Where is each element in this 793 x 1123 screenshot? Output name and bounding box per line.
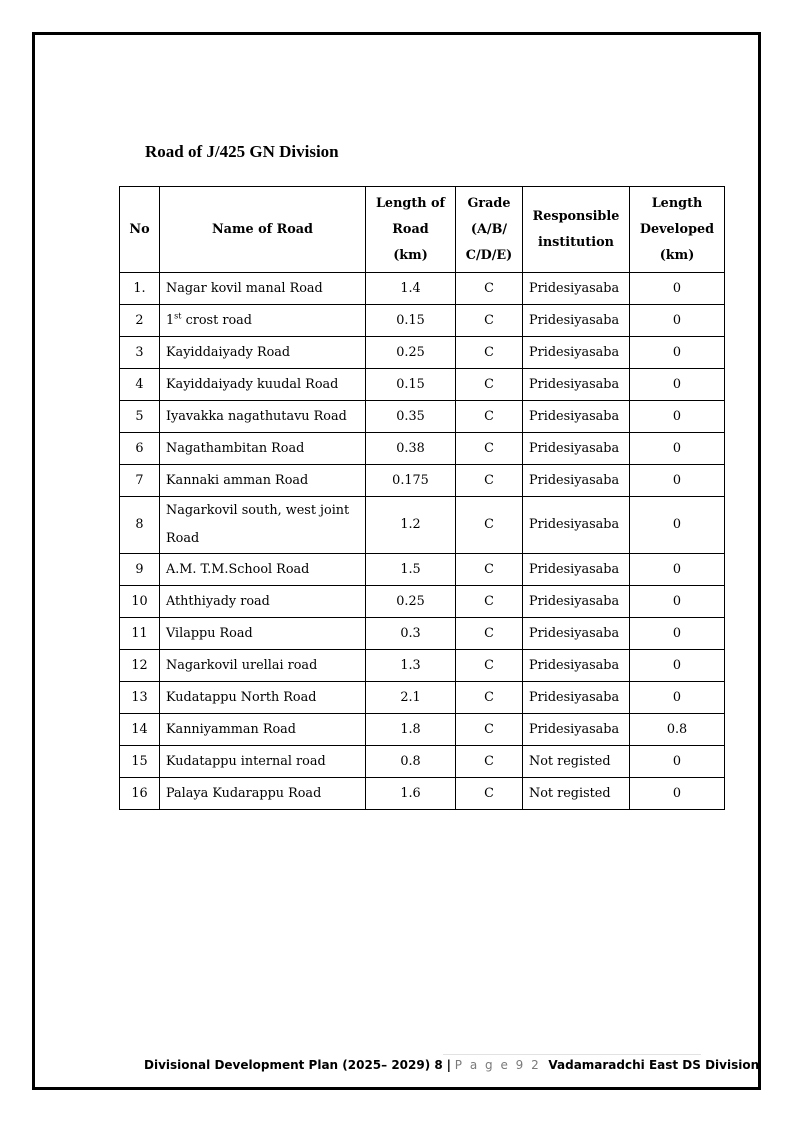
cell-no: 9 <box>120 554 160 586</box>
cell-institution: Pridesiyasaba <box>523 337 630 369</box>
cell-grade: C <box>456 586 523 618</box>
cell-length: 0.35 <box>366 401 456 433</box>
cell-no: 6 <box>120 433 160 465</box>
cell-institution: Pridesiyasaba <box>523 433 630 465</box>
cell-grade: C <box>456 618 523 650</box>
header-no: No <box>120 187 160 273</box>
cell-developed: 0 <box>630 273 725 305</box>
cell-road-name: Kayiddaiyady Road <box>160 337 366 369</box>
header-grade-line1: Grade <box>467 195 511 211</box>
header-grade-line2: (A/B/ <box>470 221 508 237</box>
cell-no: 3 <box>120 337 160 369</box>
cell-developed: 0 <box>630 586 725 618</box>
table-row <box>120 554 725 586</box>
header-responsible-line2: institution <box>538 234 614 250</box>
cell-developed: 0 <box>630 746 725 778</box>
cell-institution: Pridesiyasaba <box>523 682 630 714</box>
cell-institution: Pridesiyasaba <box>523 714 630 746</box>
table-row <box>120 433 725 465</box>
road-name-line1: Nagarkovil south, west joint <box>166 503 350 518</box>
cell-road-name: Nagar kovil manal Road <box>160 273 366 305</box>
cell-length: 0.8 <box>366 746 456 778</box>
table-row <box>120 497 725 554</box>
table-row <box>120 778 725 810</box>
cell-institution: Pridesiyasaba <box>523 618 630 650</box>
cell-length: 0.175 <box>366 465 456 497</box>
cell-developed: 0 <box>630 465 725 497</box>
footer-divider <box>443 1054 701 1055</box>
header-developed-line2: Developed <box>639 221 715 237</box>
table-row <box>120 401 725 433</box>
table-row <box>120 369 725 401</box>
header-name-of-road: Name of Road <box>160 187 366 273</box>
cell-road-name: Nagarkovil urellai road <box>160 650 366 682</box>
table-row <box>120 650 725 682</box>
cell-developed: 0 <box>630 682 725 714</box>
cell-no: 12 <box>120 650 160 682</box>
cell-no: 11 <box>120 618 160 650</box>
header-length-line1: Length of <box>375 195 446 211</box>
cell-road-name <box>160 497 366 554</box>
cell-road-name: Kudatappu internal road <box>160 746 366 778</box>
road-name-ordinal: 1 <box>166 312 175 328</box>
cell-institution: Pridesiyasaba <box>523 465 630 497</box>
cell-developed: 0 <box>630 650 725 682</box>
cell-developed: 0.8 <box>630 714 725 746</box>
cell-road-name: Iyavakka nagathutavu Road <box>160 401 366 433</box>
cell-length: 1.3 <box>366 650 456 682</box>
cell-institution: Pridesiyasaba <box>523 650 630 682</box>
cell-grade: C <box>456 554 523 586</box>
cell-institution: Pridesiyasaba <box>523 586 630 618</box>
page-footer <box>144 1058 759 1072</box>
table-row <box>120 273 725 305</box>
road-name-ordinal-suffix: st <box>174 311 182 321</box>
cell-grade: C <box>456 714 523 746</box>
header-developed-line3: (km) <box>659 247 695 263</box>
header-developed <box>630 187 725 273</box>
cell-length: 1.4 <box>366 273 456 305</box>
cell-developed: 0 <box>630 401 725 433</box>
cell-grade: C <box>456 273 523 305</box>
cell-no: 5 <box>120 401 160 433</box>
header-responsible <box>523 187 630 273</box>
header-grade <box>456 187 523 273</box>
table-row <box>120 305 725 337</box>
header-developed-line1: Length <box>651 195 703 211</box>
road-name-text: crost road <box>185 312 252 328</box>
header-length <box>366 187 456 273</box>
cell-developed: 0 <box>630 337 725 369</box>
table-row <box>120 618 725 650</box>
cell-no: 8 <box>120 497 160 554</box>
cell-no: 16 <box>120 778 160 810</box>
cell-developed: 0 <box>630 497 725 554</box>
footer-separator: | <box>446 1058 451 1072</box>
cell-road-name: Palaya Kudarappu Road <box>160 778 366 810</box>
cell-developed: 0 <box>630 778 725 810</box>
cell-grade: C <box>456 369 523 401</box>
table-row <box>120 586 725 618</box>
cell-road-name: A.M. T.M.School Road <box>160 554 366 586</box>
cell-grade: C <box>456 337 523 369</box>
cell-length: 0.15 <box>366 305 456 337</box>
cell-length: 0.25 <box>366 337 456 369</box>
header-length-line2: Road <box>392 221 429 237</box>
cell-no: 14 <box>120 714 160 746</box>
cell-grade: C <box>456 465 523 497</box>
roads-table <box>119 186 725 810</box>
cell-length: 1.2 <box>366 497 456 554</box>
cell-institution: Pridesiyasaba <box>523 401 630 433</box>
cell-length: 0.15 <box>366 369 456 401</box>
cell-no: 4 <box>120 369 160 401</box>
cell-grade: C <box>456 778 523 810</box>
footer-division-name: Vadamaradchi East DS Division <box>548 1058 760 1072</box>
cell-grade: C <box>456 682 523 714</box>
footer-plan-title: Divisional Development Plan (2025– 2029) 8 <box>144 1058 443 1072</box>
cell-road-name: Nagathambitan Road <box>160 433 366 465</box>
cell-developed: 0 <box>630 554 725 586</box>
header-length-line3: (km) <box>393 247 428 263</box>
cell-grade: C <box>456 650 523 682</box>
table-row <box>120 682 725 714</box>
cell-developed: 0 <box>630 618 725 650</box>
cell-institution: Pridesiyasaba <box>523 497 630 554</box>
table-row <box>120 746 725 778</box>
header-grade-line3: C/D/E) <box>465 247 513 263</box>
table-header-row <box>120 187 725 273</box>
cell-grade: C <box>456 433 523 465</box>
cell-no: 2 <box>120 305 160 337</box>
cell-length: 1.5 <box>366 554 456 586</box>
cell-developed: 0 <box>630 433 725 465</box>
cell-road-name: Vilappu Road <box>160 618 366 650</box>
cell-institution: Pridesiyasaba <box>523 305 630 337</box>
cell-length: 2.1 <box>366 682 456 714</box>
header-responsible-line1: Responsible <box>532 208 620 224</box>
table-row <box>120 337 725 369</box>
cell-grade: C <box>456 497 523 554</box>
cell-length: 1.6 <box>366 778 456 810</box>
table-title: Road of J/425 GN Division <box>145 142 339 161</box>
cell-institution: Pridesiyasaba <box>523 273 630 305</box>
cell-grade: C <box>456 746 523 778</box>
cell-no: 15 <box>120 746 160 778</box>
cell-road-name: Kayiddaiyady kuudal Road <box>160 369 366 401</box>
cell-developed: 0 <box>630 369 725 401</box>
cell-institution: Not registed <box>523 778 630 810</box>
cell-no: 7 <box>120 465 160 497</box>
cell-length: 1.8 <box>366 714 456 746</box>
table-row <box>120 465 725 497</box>
cell-no: 10 <box>120 586 160 618</box>
road-name-line2: Road <box>166 531 200 546</box>
cell-road-name: Aththiyady road <box>160 586 366 618</box>
cell-road-name: Kannaki amman Road <box>160 465 366 497</box>
cell-no: 13 <box>120 682 160 714</box>
cell-institution: Pridesiyasaba <box>523 554 630 586</box>
cell-no: 1. <box>120 273 160 305</box>
cell-road-name: Kudatappu North Road <box>160 682 366 714</box>
cell-length: 0.25 <box>366 586 456 618</box>
cell-institution: Pridesiyasaba <box>523 369 630 401</box>
cell-developed: 0 <box>630 305 725 337</box>
cell-length: 0.38 <box>366 433 456 465</box>
cell-road-name: Kanniyamman Road <box>160 714 366 746</box>
cell-grade: C <box>456 401 523 433</box>
table-row <box>120 714 725 746</box>
cell-institution: Not registed <box>523 746 630 778</box>
cell-road-name <box>160 305 366 337</box>
footer-page-number: P a g e 9 2 <box>454 1058 541 1072</box>
cell-length: 0.3 <box>366 618 456 650</box>
cell-grade: C <box>456 305 523 337</box>
